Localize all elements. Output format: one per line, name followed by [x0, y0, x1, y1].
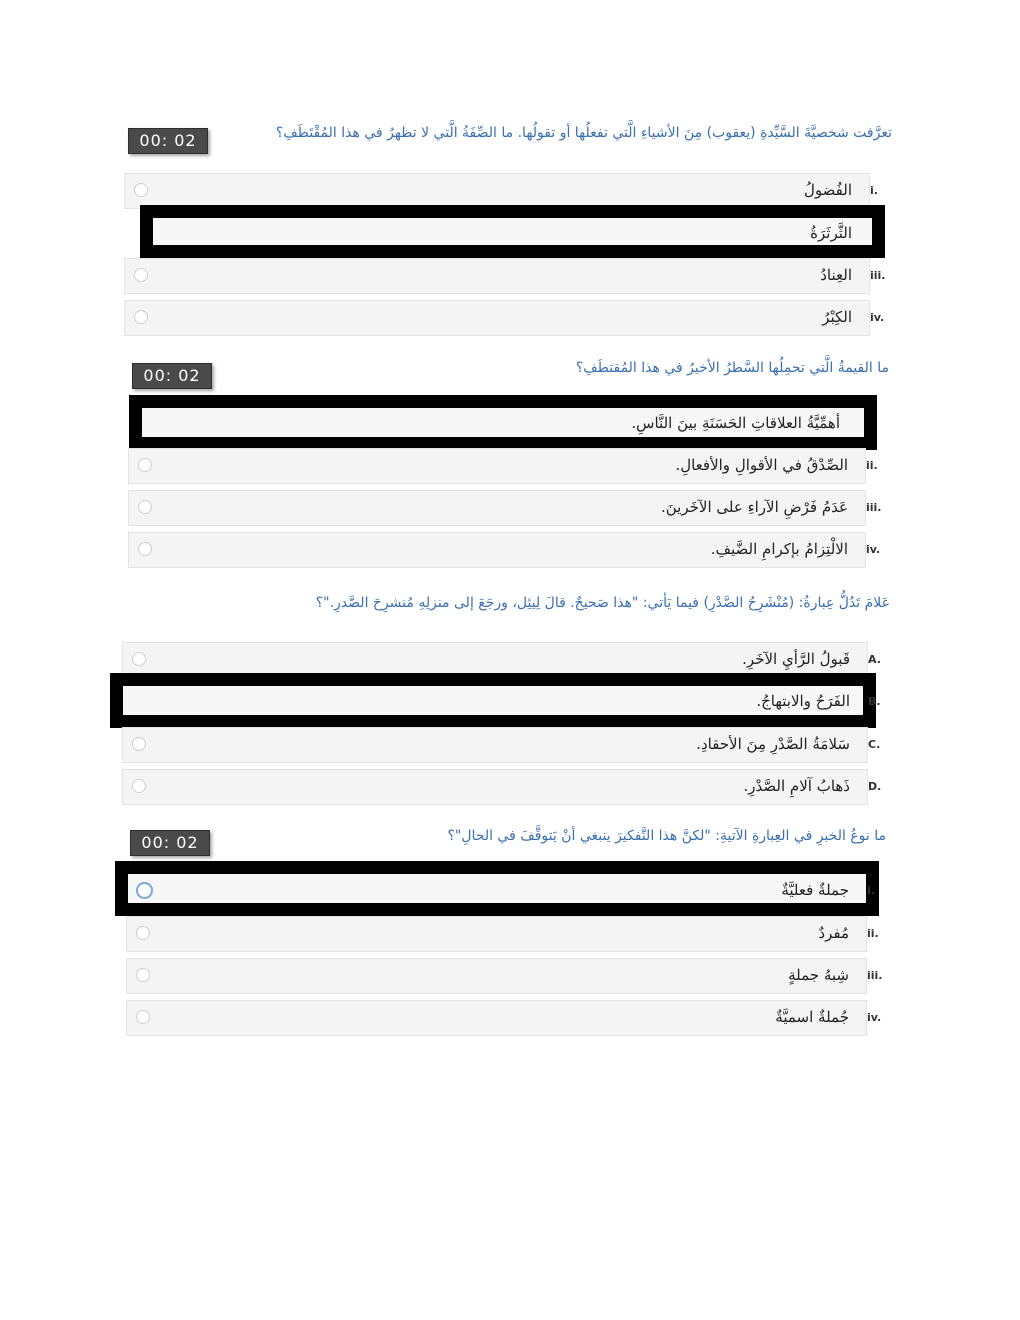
option-box: [126, 958, 867, 994]
option-marker: ii.: [867, 927, 879, 940]
radio-button[interactable]: [134, 310, 148, 324]
option-1-iii[interactable]: [124, 258, 892, 294]
option-marker: iii.: [866, 501, 882, 514]
option-label: عَدَمُ فَرْضِ الآراءِ على الآخَرينَ.: [660, 498, 848, 516]
option-2-i[interactable]: [128, 406, 888, 442]
option-1-iv[interactable]: [124, 300, 892, 336]
option-marker: iii.: [870, 269, 886, 282]
radio-button[interactable]: [138, 500, 152, 514]
option-label: جُملةٌ اسميَّةٌ: [775, 1008, 849, 1026]
option-2-iii[interactable]: [128, 490, 888, 526]
option-4-iii[interactable]: [126, 958, 889, 994]
option-marker: A.: [868, 653, 881, 666]
option-marker: iv.: [867, 1011, 882, 1024]
option-marker: i.: [870, 184, 878, 197]
radio-button[interactable]: [134, 183, 148, 197]
option-label: الكِبْرُ: [822, 308, 852, 326]
radio-button[interactable]: [138, 542, 152, 556]
option-label: العِنادُ: [820, 266, 852, 284]
option-label: سَلامَةُ الصَّدْرِ مِنَ الأحقادِ.: [696, 735, 850, 753]
option-marker: D.: [868, 780, 882, 793]
option-marker: iii.: [867, 969, 883, 982]
option-label: الفُضولُ: [804, 181, 852, 199]
option-1-ii[interactable]: [124, 216, 892, 252]
option-label: الثَّرثَرَةُ: [810, 224, 852, 242]
option-4-iv[interactable]: [126, 1000, 889, 1036]
radio-button[interactable]: [136, 926, 150, 940]
option-label: الصِّدْقُ في الأقوالِ والأفعالِ.: [675, 456, 848, 474]
option-label: الالْتِزامُ بإكرامِ الضَّيفِ.: [710, 540, 848, 558]
option-marker: C.: [868, 738, 881, 751]
radio-button[interactable]: [136, 1010, 150, 1024]
timer-badge: 00: 02: [130, 830, 210, 856]
option-3-C[interactable]: [122, 727, 890, 763]
radio-button[interactable]: [132, 779, 146, 793]
question-text: ما القيمةُ الَّتي تحمِلُها السَّطرُ الأخيرُ في هذا المُقتطَفِ؟: [575, 360, 889, 376]
option-marker: iv.: [870, 311, 885, 324]
radio-button[interactable]: [136, 882, 153, 899]
option-label: أهمِّيَّةُ العلاقاتِ الحَسَنَةِ بينَ النَّاسِ.: [631, 414, 840, 432]
option-label: مُفردٌ: [818, 924, 849, 942]
option-1-i[interactable]: [124, 173, 892, 209]
option-label: ذَهابُ آلامِ الصَّدْرِ.: [743, 777, 850, 795]
radio-button[interactable]: [138, 458, 152, 472]
option-2-ii[interactable]: [128, 448, 888, 484]
option-marker: i.: [867, 884, 875, 897]
radio-button[interactable]: [136, 968, 150, 982]
option-label: جملةٌ فعليَّةٌ: [781, 881, 849, 899]
option-marker: B.: [868, 695, 881, 708]
question-text: ما نوعُ الخبرِ في العِبارةِ الآتيةِ: "لكنَّ هذا التَّفكيرَ ينبغي أنْ يَتوقَّفَ في الحالِ"؟: [447, 828, 886, 844]
option-label: شِبهُ جملةٍ: [788, 966, 849, 984]
option-marker: iv.: [866, 543, 881, 556]
option-box: [126, 916, 867, 952]
option-label: الفَرَحُ والابتهاجُ.: [756, 692, 850, 710]
timer-badge: 00: 02: [132, 363, 212, 389]
question-text: عَلامَ تَدُلُّ عِبارةُ: (مُنْشَرِحُ الصَّدْرِ) فيما يَأتي: "هذا صَحيحٌ. قالَ لِيئِل، ورجَعَ إلى منزلِهِ مُنشرِحَ الصَّدرِ."؟: [315, 595, 890, 611]
option-box: [126, 1000, 867, 1036]
radio-button[interactable]: [132, 737, 146, 751]
option-label: قَبولُ الرَّأيِ الآخَرِ.: [742, 650, 850, 668]
option-2-iv[interactable]: [128, 532, 888, 568]
option-4-i[interactable]: [126, 873, 889, 909]
option-3-B[interactable]: [122, 684, 890, 720]
option-4-ii[interactable]: [126, 916, 889, 952]
radio-button[interactable]: [134, 268, 148, 282]
timer-badge: 00: 02: [128, 128, 208, 154]
option-marker: ii.: [866, 459, 878, 472]
option-3-D[interactable]: [122, 769, 890, 805]
option-box: [124, 173, 870, 209]
option-box: [124, 258, 870, 294]
option-box: [124, 300, 870, 336]
radio-button[interactable]: [132, 652, 146, 666]
question-text: تعرَّفت شخصيَّةَ السَّيِّدةِ (يعقوب) مِنَ الأشياءِ الَّتي تفعلُها أو تقولُها. ما الصِّفَةُ الَّتي لا تظهرُ في هذا المُقْتَطَفِ؟: [275, 125, 892, 141]
